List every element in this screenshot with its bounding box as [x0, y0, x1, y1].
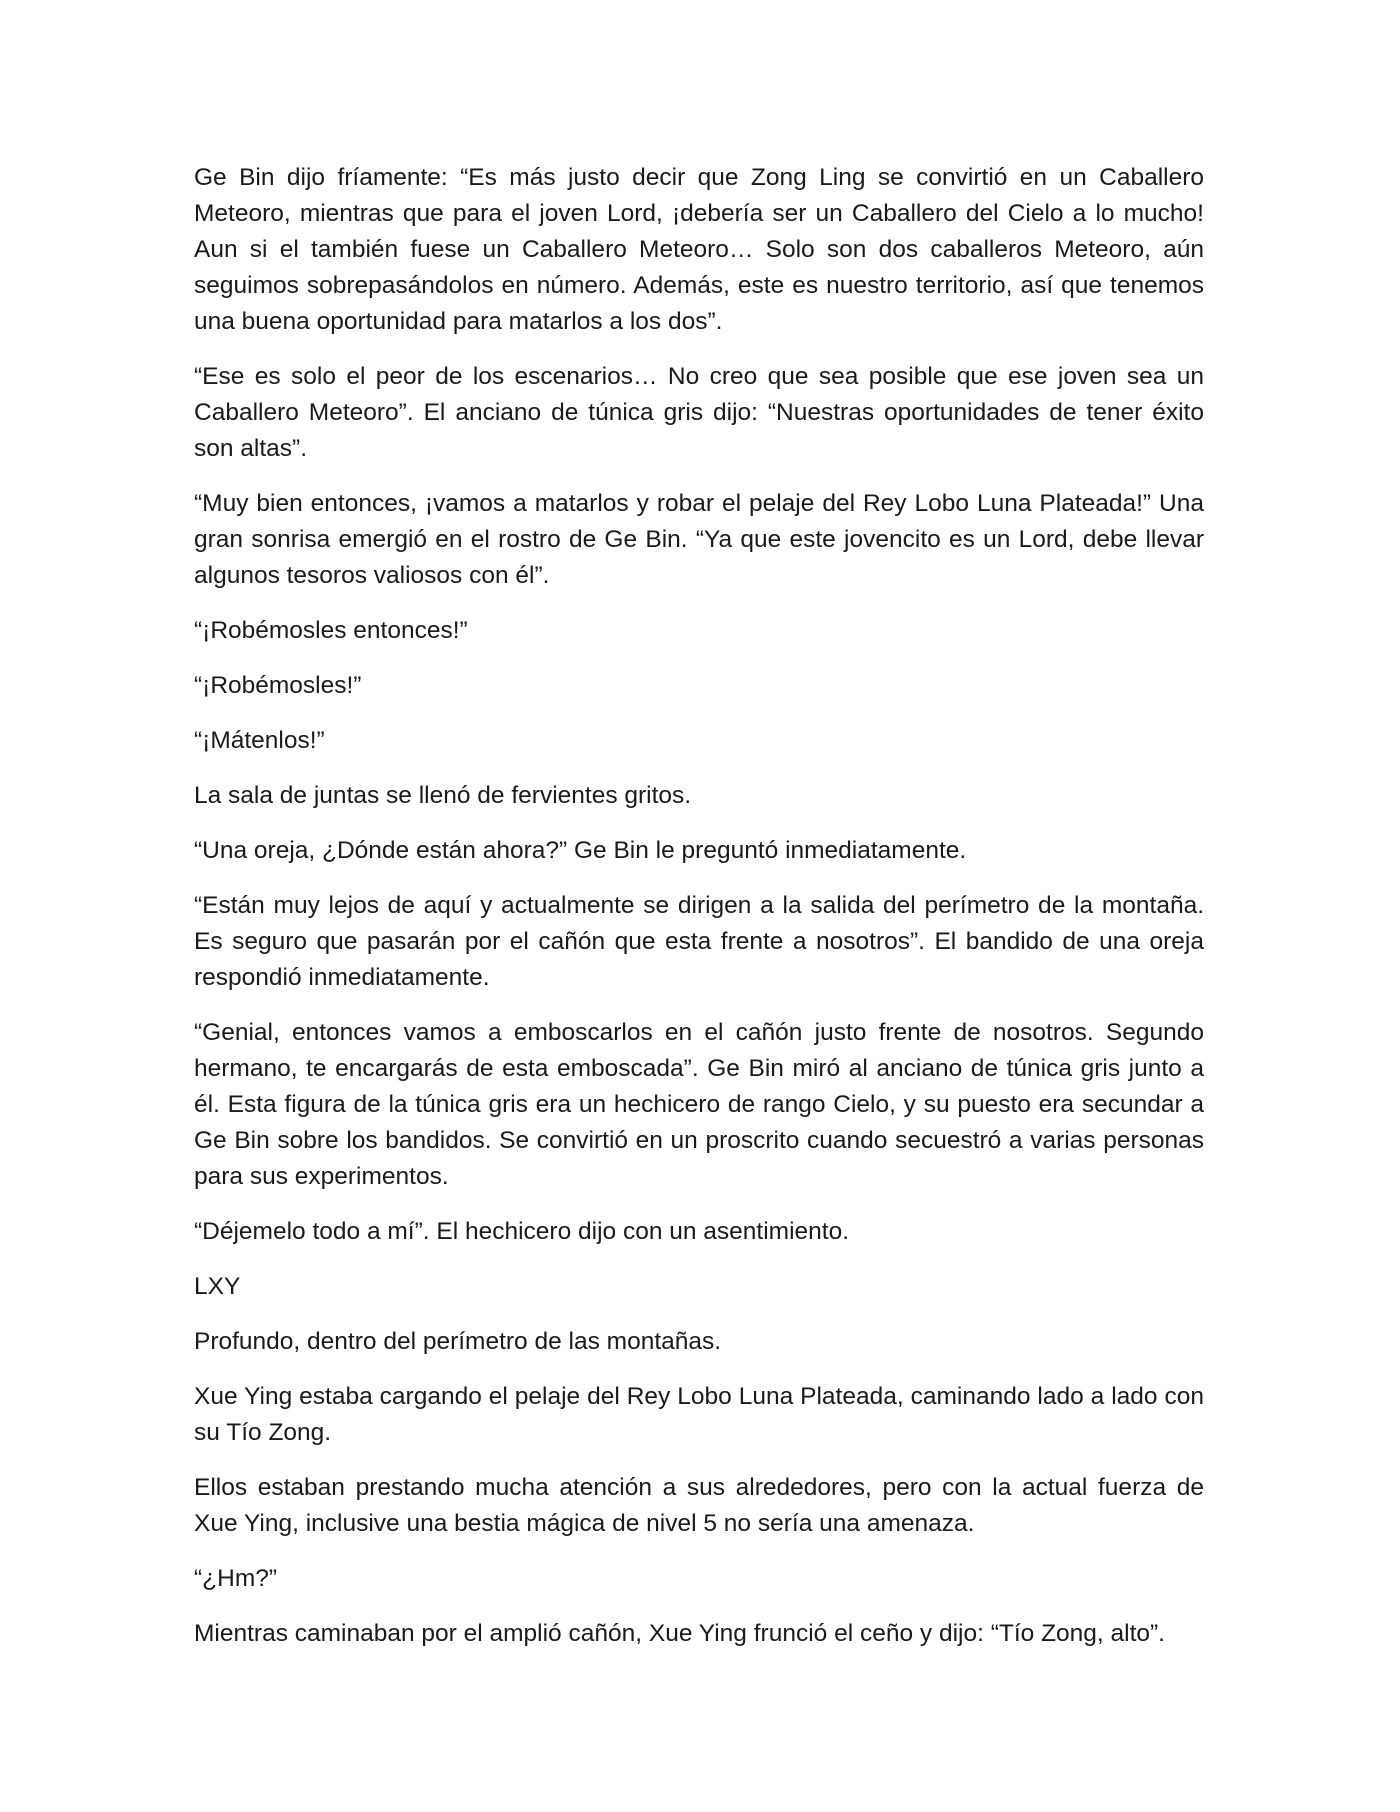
paragraph: “¿Hm?”: [194, 1565, 278, 1592]
paragraph: La sala de juntas se llenó de fervientes gritos.: [194, 782, 692, 809]
paragraph: “Déjemelo todo a mí”. El hechicero dijo con un asentimiento.: [194, 1218, 850, 1245]
section-break-marker: LXY: [194, 1273, 241, 1300]
paragraph: “Están muy lejos de aquí y actualmente se dirigen a la salida del perímetro de la montaña. Es seguro que pasarán por el cañón que esta frente a nosotros”. El bandido de una oreja respondió inmediatamente.: [194, 892, 1204, 991]
paragraph: Ge Bin dijo fríamente: “Es más justo decir que Zong Ling se convirtió en un Caballero Meteoro, mientras que para el joven Lord, ¡debería ser un Caballero del Cielo a lo mucho! Aun si el también fuese un Caballero Meteoro… Solo son dos caballeros Meteoro, aún seguimos sobrepasándolos en número. Además, este es nuestro territorio, así que tenemos una buena oportunidad para matarlos a los dos”.: [194, 164, 1204, 335]
paragraph: “¡Robémosles!”: [194, 672, 362, 699]
paragraph: “¡Robémosles entonces!”: [194, 617, 468, 644]
paragraph: “Muy bien entonces, ¡vamos a matarlos y robar el pelaje del Rey Lobo Luna Plateada!” Una gran sonrisa emergió en el rostro de Ge Bin. “Ya que este jovencito es un Lord, debe llevar algunos tesoros valiosos con él”.: [194, 490, 1204, 589]
paragraph: “¡Mátenlos!”: [194, 727, 325, 754]
body-text: [194, 160, 1204, 1671]
paragraph: “Ese es solo el peor de los escenarios… No creo que sea posible que ese joven sea un Caballero Meteoro”. El anciano de túnica gris dijo: “Nuestras oportunidades de tener éxito son altas”.: [194, 363, 1204, 462]
paragraph: “Genial, entonces vamos a emboscarlos en el cañón justo frente de nosotros. Segundo hermano, te encargarás de esta emboscada”. Ge Bin miró al anciano de túnica gris junto a él. Esta figura de la túnica gris era un hechicero de rango Cielo, y su puesto era secundar a Ge Bin sobre los bandidos. Se convirtió en un proscrito cuando secuestró a varias personas para sus experimentos.: [194, 1019, 1204, 1190]
paragraph: Xue Ying estaba cargando el pelaje del Rey Lobo Luna Plateada, caminando lado a lado con su Tío Zong.: [194, 1383, 1204, 1446]
paragraph: “Una oreja, ¿Dónde están ahora?” Ge Bin le preguntó inmediatamente.: [194, 837, 967, 864]
paragraph: Mientras caminaban por el amplió cañón, Xue Ying frunció el ceño y dijo: “Tío Zong, alto”.: [194, 1620, 1165, 1647]
paragraph: Ellos estaban prestando mucha atención a sus alrededores, pero con la actual fuerza de Xue Ying, inclusive una bestia mágica de nivel 5 no sería una amenaza.: [194, 1474, 1204, 1537]
paragraph: Profundo, dentro del perímetro de las montañas.: [194, 1328, 722, 1355]
